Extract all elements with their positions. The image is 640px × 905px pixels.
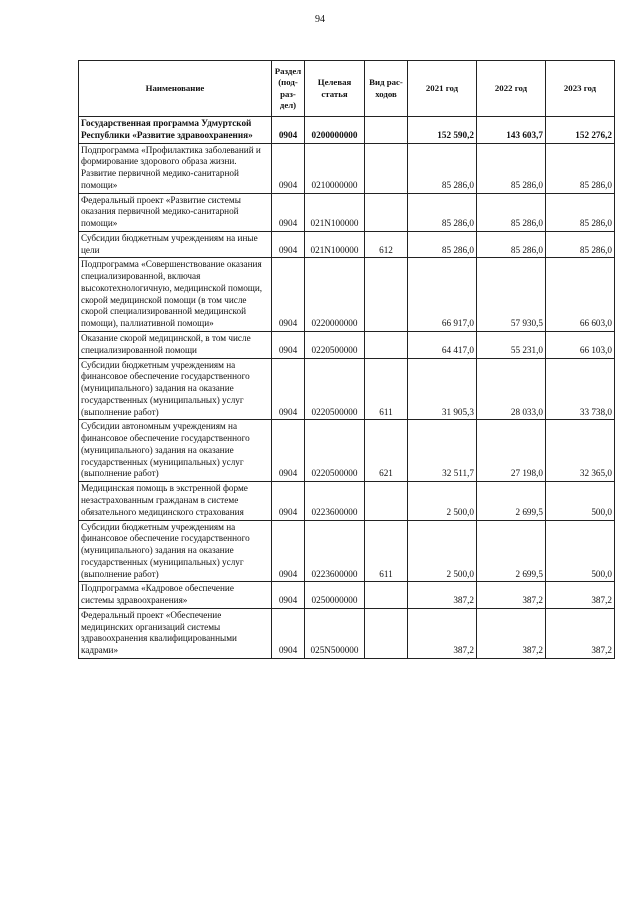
- header-expense-type: Вид рас-ходов: [365, 61, 408, 117]
- header-2021: 2021 год: [408, 61, 477, 117]
- row-article: 0220500000: [305, 332, 365, 359]
- table-row: [79, 520, 615, 582]
- row-article: 0223600000: [305, 482, 365, 520]
- row-2022: 85 286,0: [477, 193, 546, 231]
- row-2022: 143 603,7: [477, 117, 546, 144]
- row-2022: 85 286,0: [477, 231, 546, 258]
- header-section: Раздел (под-раз-дел): [272, 61, 305, 117]
- row-2021: 85 286,0: [408, 143, 477, 193]
- row-2023: 500,0: [546, 520, 615, 582]
- row-type: [365, 117, 408, 144]
- row-type: [365, 332, 408, 359]
- row-article: 0220000000: [305, 258, 365, 332]
- row-2023: 66 603,0: [546, 258, 615, 332]
- row-section: 0904: [272, 358, 305, 420]
- row-type: [365, 608, 408, 658]
- row-2021: 31 905,3: [408, 358, 477, 420]
- row-type: [365, 143, 408, 193]
- row-section: 0904: [272, 258, 305, 332]
- row-2022: 387,2: [477, 608, 546, 658]
- row-2021: 85 286,0: [408, 231, 477, 258]
- header-2023: 2023 год: [546, 61, 615, 117]
- row-2022: 85 286,0: [477, 143, 546, 193]
- row-name: Подпрограмма «Кадровое обеспечение системы здравоохранения»: [79, 582, 272, 609]
- row-type: 621: [365, 420, 408, 482]
- table-row: [79, 608, 615, 658]
- header-article: Целевая статья: [305, 61, 365, 117]
- header-name: Наименование: [79, 61, 272, 117]
- row-article: 0250000000: [305, 582, 365, 609]
- row-section: 0904: [272, 117, 305, 144]
- row-2021: 85 286,0: [408, 193, 477, 231]
- row-2021: 66 917,0: [408, 258, 477, 332]
- row-section: 0904: [272, 520, 305, 582]
- row-2021: 387,2: [408, 608, 477, 658]
- row-type: [365, 258, 408, 332]
- row-type: [365, 482, 408, 520]
- row-2021: 2 500,0: [408, 482, 477, 520]
- row-2023: 85 286,0: [546, 231, 615, 258]
- row-section: 0904: [272, 420, 305, 482]
- row-section: 0904: [272, 193, 305, 231]
- budget-table: [78, 60, 615, 659]
- page-number: 94: [315, 14, 325, 25]
- table-row: [79, 258, 615, 332]
- row-name: Медицинская помощь в экстренной форме незастрахованным гражданам в системе обязательного медицинского страхования: [79, 482, 272, 520]
- row-section: 0904: [272, 231, 305, 258]
- row-name: Субсидии бюджетным учреждениям на иные цели: [79, 231, 272, 258]
- row-name: Подпрограмма «Профилактика заболеваний и формирование здорового образа жизни. Развитие первичной медико-санитарной помощи»: [79, 143, 272, 193]
- row-section: 0904: [272, 332, 305, 359]
- row-article: 0200000000: [305, 117, 365, 144]
- row-2021: 32 511,7: [408, 420, 477, 482]
- row-type: [365, 193, 408, 231]
- row-2022: 2 699,5: [477, 482, 546, 520]
- row-2023: 500,0: [546, 482, 615, 520]
- row-section: 0904: [272, 582, 305, 609]
- row-section: 0904: [272, 608, 305, 658]
- header-2022: 2022 год: [477, 61, 546, 117]
- table-row: [79, 582, 615, 609]
- table-row: [79, 193, 615, 231]
- row-section: 0904: [272, 482, 305, 520]
- table-row: [79, 143, 615, 193]
- row-name: Федеральный проект «Обеспечение медицинских организаций системы здравоохранения квалифицированными кадрами»: [79, 608, 272, 658]
- row-name: Субсидии бюджетным учреждениям на финансовое обеспечение государственного (муниципального) задания на оказание государственных (муниципальных) услуг (выполнение работ): [79, 520, 272, 582]
- table-row: [79, 231, 615, 258]
- row-type: 611: [365, 520, 408, 582]
- row-2023: 85 286,0: [546, 143, 615, 193]
- row-2021: 64 417,0: [408, 332, 477, 359]
- row-2021: 387,2: [408, 582, 477, 609]
- row-2022: 28 033,0: [477, 358, 546, 420]
- row-name: Субсидии бюджетным учреждениям на финансовое обеспечение государственного (муниципального) задания на оказание государственных (муниципальных) услуг (выполнение работ): [79, 358, 272, 420]
- row-article: 021N100000: [305, 193, 365, 231]
- row-2022: 387,2: [477, 582, 546, 609]
- row-name: Оказание скорой медицинской, в том числе специализированной помощи: [79, 332, 272, 359]
- row-article: 0220500000: [305, 420, 365, 482]
- row-name: Федеральный проект «Развитие системы оказания первичной медико-санитарной помощи»: [79, 193, 272, 231]
- row-2023: 66 103,0: [546, 332, 615, 359]
- table-row: [79, 358, 615, 420]
- table-row: [79, 332, 615, 359]
- row-2021: 2 500,0: [408, 520, 477, 582]
- row-name: Государственная программа Удмуртской Республики «Развитие здравоохранения»: [79, 117, 272, 144]
- row-article: 021N100000: [305, 231, 365, 258]
- row-2023: 152 276,2: [546, 117, 615, 144]
- row-article: 0210000000: [305, 143, 365, 193]
- row-type: 612: [365, 231, 408, 258]
- row-2023: 85 286,0: [546, 193, 615, 231]
- row-2022: 2 699,5: [477, 520, 546, 582]
- row-2023: 33 738,0: [546, 358, 615, 420]
- row-section: 0904: [272, 143, 305, 193]
- row-article: 025N500000: [305, 608, 365, 658]
- table-row: [79, 117, 615, 144]
- row-article: 0223600000: [305, 520, 365, 582]
- table-row: [79, 420, 615, 482]
- row-2023: 387,2: [546, 582, 615, 609]
- table-header-row: [79, 61, 615, 117]
- row-2022: 27 198,0: [477, 420, 546, 482]
- row-name: Субсидии автономным учреждениям на финансовое обеспечение государственного (муниципального) задания на оказание государственных (муниципальных) услуг (выполнение работ): [79, 420, 272, 482]
- row-type: 611: [365, 358, 408, 420]
- row-2023: 32 365,0: [546, 420, 615, 482]
- row-2023: 387,2: [546, 608, 615, 658]
- row-2022: 55 231,0: [477, 332, 546, 359]
- row-name: Подпрограмма «Совершенствование оказания специализированной, включая высокотехнологичную, медицинской помощи, скорой медицинской помощи (в том числе скорой специализированной медицинской помощи), паллиативной помощи»: [79, 258, 272, 332]
- row-2021: 152 590,2: [408, 117, 477, 144]
- row-2022: 57 930,5: [477, 258, 546, 332]
- table-row: [79, 482, 615, 520]
- row-article: 0220500000: [305, 358, 365, 420]
- row-type: [365, 582, 408, 609]
